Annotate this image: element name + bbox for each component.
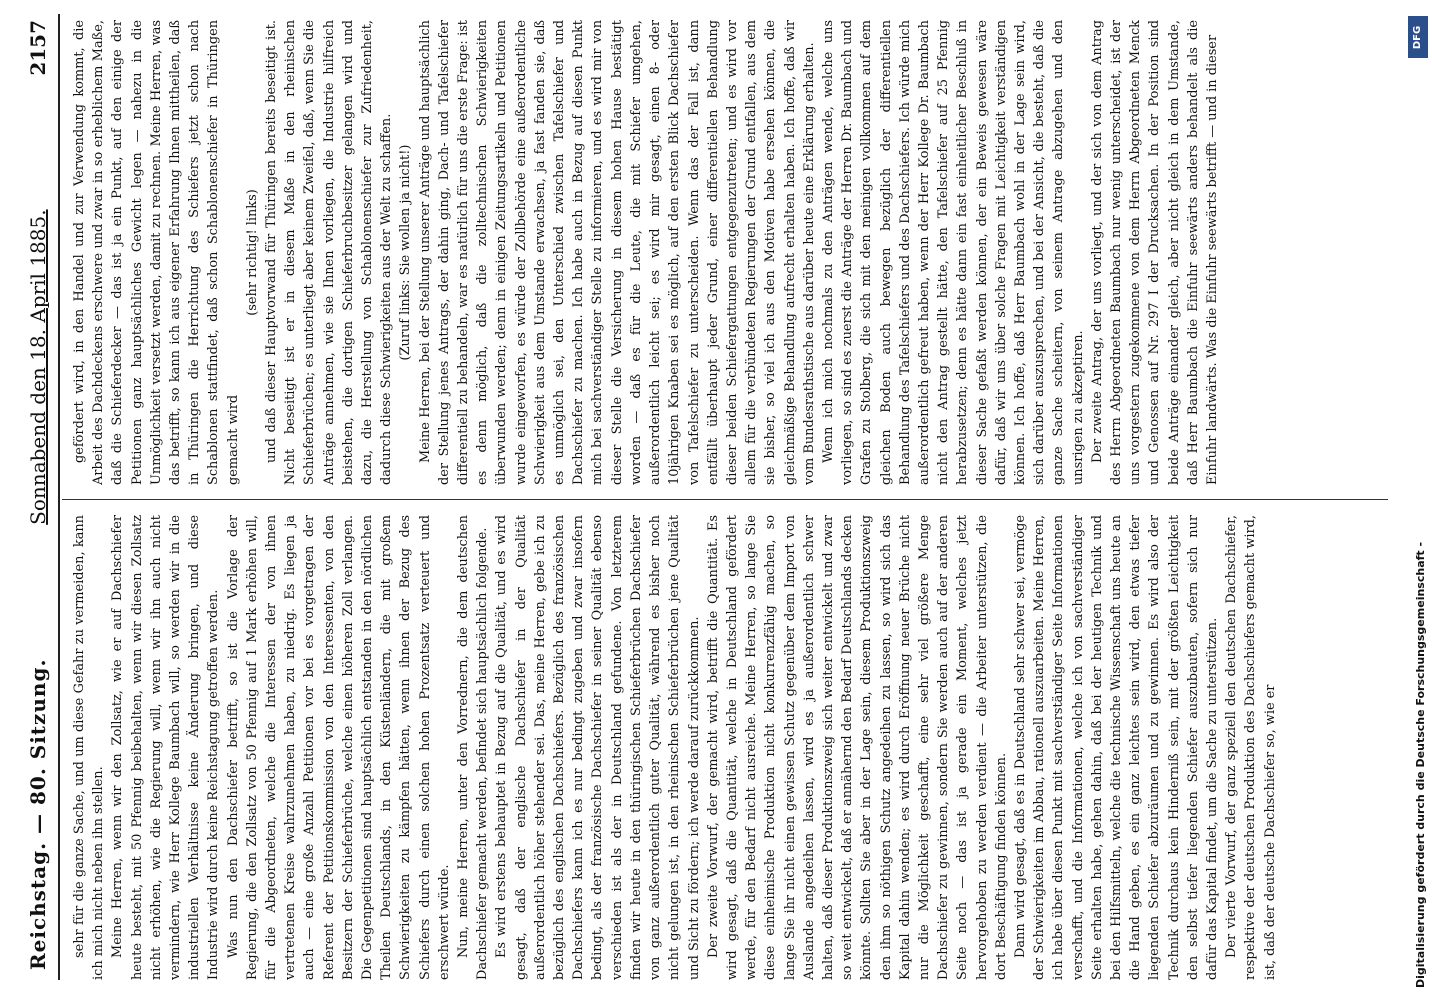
left-column xyxy=(70,515,1388,980)
paragraph: Was nun den Dachschiefer betrifft, so ist die Vorlage der Regierung, die den Zollsatz von 50 Pfennig auf 1 Mark erhöhen will, für die Abgeordneten, welche die Interessen der von ihnen vertretenen Kreise wahrzunehmen haben, zu niedrig. Es liegen ja auch — eine große Anzahl Petitionen vor bei es vorgetragen der Referent der Petitionskommission von den Interessenten, von den Besitzern der Schieferbrüche, welche einen höheren Zoll verlangen. Die Gegenpetitionen sind hauptsächlich entstanden in den nördlichen Theilen Deutschlands, in den Küstenländern, die mit großem Schwierigkeiten zu kämpfen hätten, wenn ihnen der Bezug des Schiefers durch einen solchen hohen Prozentsatz verteuert und erschwert würde. xyxy=(225,515,452,980)
paragraph: Meine Herren, wenn wir den Zollsatz, wie er auf Dachschiefer heute besteht, mit 50 Pfennig beibehalten, wenn wir diesen Zollsatz nicht erhöhen, wie die Regierung will, wenn wir ihn auch nicht vermindern, wie Herr Kollege Baumbach will, so werden wir in die industriellen Verhältnisse keine Änderung bringen, und diese Industrie wird durch keine Reichstagung getroffen werden. xyxy=(110,515,222,980)
paragraph: Der vierte Vorwurf, der ganz speziell den deutschen Dachschiefer, respektive der deutschen Produktion des Dachschiefers gemacht wird, ist, daß der deutsche Dachschiefer so, wie er xyxy=(1224,515,1278,980)
dfg-logo-text: DFG xyxy=(1412,25,1424,49)
right-column xyxy=(70,20,1388,485)
header-rule xyxy=(58,14,60,980)
paragraph: Es wird erstens behauptet in Bezug auf die Qualität, und es wird gesagt, daß der englische Dachschiefer in der Qualität außerordentlich höher stehender sei. Das, meine Herren, gebe ich zu bezüglich des englischen Dachschiefers. Bezüglich des französischen Dachschiefers kann ich es nur bedingt zugeben und zwar insofern bedingt, als der französische Dachschiefer in seiner Qualität ebenso verschieden ist als der in Deutschland gefundene. Von letzterem finden wir heute in den thüringischen Schieferbrüchen Dachschiefer von ganz außerordentlich guter Qualität, während es bisher noch nicht gelungen ist, in den rheinischen Schieferbrüchen jene Qualität und Sicht zu fördern; ich werde darauf zurückkommen. xyxy=(494,515,702,980)
column-divider xyxy=(62,499,1388,500)
page-header xyxy=(18,0,58,1000)
paragraph: Dann wird gesagt, daß es in Deutschland sehr schwer sei, vermöge der Schwierigkeiten im Abbau, rationell auszuarbeiten. Meine Herren, ich habe über diesen Punkt mit sachverständiger Seite Informationen verschafft, und die Informationen, welche ich von sachverständiger Seite erhalten habe, gehen dahin, daß bei der heutigen Technik und bei den Hilfsmitteln, welche die technische Wissenschaft uns heute an die Hand geben, es ein ganz leichtes sein wird, den etwas tiefer liegenden Schiefer abzuräumen und zu gewinnen. Es wird also der Technik durchaus kein Hinderniß sein, mit der größten Leichtigkeit den selbst tiefer liegenden Schiefer auszubauten, sofern sich nur dafür das Kapital findet, um die Sache zu unterstützen. xyxy=(1012,515,1220,980)
paragraph: sehr für die ganze Sache, und um diese Gefahr zu vermeiden, kann ich mich nicht neben ihn stellen. xyxy=(72,515,107,980)
page-number: 2157 xyxy=(26,20,50,76)
paragraph: Der zweite Antrag, der uns vorliegt, und der sich von dem Antrag des Herrn Abgeordneten Baumbach nur wenig unterscheidet, ist der uns vorgestern zugekommene von dem Herrn Abgeordneten Menck und Genossen auf Nr. 297 I der Drucksachen. In der Position sind beide Anträge einander gleich, aber nicht gleich in dem Umstande, daß Herr Baumbach die Einfuhr seewärts anders behandelt als die Einfuhr landwärts. Was die Einfuhr seewärts betrifft — und in dieser xyxy=(1089,20,1220,485)
interjection: (Zuruf links: Sie wollen ja nicht!) xyxy=(398,144,414,361)
paragraph: gefördert wird, in den Handel und zur Verwendung kommt, die Arbeit des Dachdeckens erschwere und zwar in so erheblichem Maße, daß die Schieferdecker — das ist ja ein Punkt, auf den einige der Petitionen ganz hauptsächliches Gewicht legen — nahezu in die Unmöglichkeit versetzt werden, damit zu rechnen. Meine Herren, was das betrifft, so kann ich aus eigener Erfahrung Ihnen mittheilen, daß in Thüringen die Herrichtung des Schiefers jetzt schon nach Schablonen stattfindet, daß schon Schablonenschiefer in Thüringen gemacht wird xyxy=(72,20,241,485)
header-left: Reichstag. — 80. Sitzung. xyxy=(26,658,50,970)
paragraph: Wenn ich mich nochmals zu den Anträgen wende, welche uns vorliegen, so sind es zuerst die Anträge der Herren Dr. Baumbach und Grafen zu Stolberg, die sich mit den meinigen vollkommen auf dem gleichen Boden auch bewegen bezüglich der differentiellen Behandlung des Tafelschiefers und des Dachschiefers. Ich würde mich außerordentlich gefreut haben, wenn der Herr Kollege Dr. Baumbach nicht den Antrag gestellt hätte, den Tafelschiefer auf 25 Pfennig herabzusetzen; denn es hätte dann ein fast einheitlicher Beschluß in dieser Sache gefaßt werden können, der ein Beweis gewesen wäre dafür, daß wir uns über solche Fragen mit Leichtigkeit verständigen können. Ich hoffe, daß Herr Baumbach wohl in der Lage sein wird, sich darüber auszusprechen, und bei der Ansicht, die besteht, daß die ganze Sache scheitern, von seinem Antrage abzugehen und den unsrigen zu akzeptiren. xyxy=(820,20,1086,485)
header-date: Sonnabend den 18. April 1885. xyxy=(26,209,50,525)
paragraph: und daß dieser Hauptvorwand für Thüringen bereits beseitigt ist. Nicht beseitigt ist er in diesem Maße in den rheinischen Schieferbrüchen; es unterliegt aber keinem Zweifel, daß, wenn Sie die Anträge annehmen, wie sie Ihnen vorliegen, die Industrie hilfreich beistehen, die dortigen Schieferbruchbesitzer gelangen wird und dazu, die Herstellung von Schablonenschiefer zur Zufriedenheit, dadurch diese Schwierigkeiten aus der Welt zu schaffen. xyxy=(264,20,395,485)
paragraph: Der zweite Vorwurf, der gemacht wird, betrifft die Quantität. Es wird gesagt, daß die Quantität, welche in Deutschland gefördert werde, für den Bedarf nicht ausreiche. Meine Herren, so lange Sie diese einheimische Produktion nicht konkurrenzfähig machen, so lange Sie ihr nicht einen gewissen Schutz gegenüber dem Import von Auslande angedeihen lassen, wird es ja außerordentlich schwer halten, daß dieser Produktionszweig sich weiter entwickelt und zwar so weit entwickelt, daß er annähernd den Bedarf Deutschlands decken könnte. Sollten Sie aber in der Lage sein, diesem Produktionszweig den ihm so nöthigen Schutz angedeihen zu lassen, so wird sich das Kapital dahin wenden; es wird durch Eröffnung neuer Brüche nicht nur die Möglichkeit geschafft, eine sehr viel größere Menge Dachschiefer zu gewinnen, sondern Sie werden auch auf der anderen Seite noch — das ist ja gerade ein Moment, welches jetzt hervorgehoben zu werden verdient — die Arbeiter unterstützen, die dort Beschäftigung finden können. xyxy=(705,515,1009,980)
digitization-note: Digitalisierung gefördert durch die Deutsche Forschungsgemeinschaft - xyxy=(1414,541,1427,988)
paragraph: Meine Herren, bei der Stellung unserer Anträge und hauptsächlich der Stellung jenes Antrags, der dahin ging, Dach- und Tafelschiefer differentiell zu behandeln, war es natürlich für uns die erste Frage: ist es denn möglich, daß die zolltechnischen Schwierigkeiten überwunden werden; denn in einigen Zeitungsartikeln und Petitionen wurde eingeworfen, es würde der Zollbehörde eine außerordentliche Schwierigkeit aus dem Umstande erwachsen, ja fast fanden sie, daß es unmöglich sei, den Unterschied zwischen Tafelschiefer und Dachschiefer zu machen. Ich habe auch in Bezug auf diesen Punkt mich bei sachverständiger Stelle zu informieren, und es wird mir von dieser Stelle die Versicherung in diesem hohen Hause bestätigt worden — daß es für die Leute, die mit Schiefer umgehen, außerordentlich leicht sei; es wird mir gesagt, einen 8- oder 10jährigen Knaben sei es möglich, auf den ersten Blick Dachschiefer von Tafelschiefer zu unterscheiden. Wenn das der Fall ist, dann entfällt überhaupt jeder Grund, einer differentiellen Behandlung dieser beiden Schiefergattungen entgegenzutreten; und es wird vor allem für die verbündeten Regierungen der Grund entfallen, aus dem sie bisher, so viel ich aus den Motiven habe ersehen können, die gleichmäßige Behandlung aufrecht erhalten haben. Ich hoffe, daß wir vom Bundesrathstische aus darüber heute eine Erklärung erhalten. xyxy=(417,20,817,485)
interjection: (sehr richtig! links) xyxy=(244,189,260,316)
digitization-sidebar xyxy=(1407,8,1431,992)
paragraph: Nun, meine Herren, unter den Vorrednern, die dem deutschen Dachschiefer gemacht werden, befindet sich hauptsächlich folgende. xyxy=(456,515,491,980)
